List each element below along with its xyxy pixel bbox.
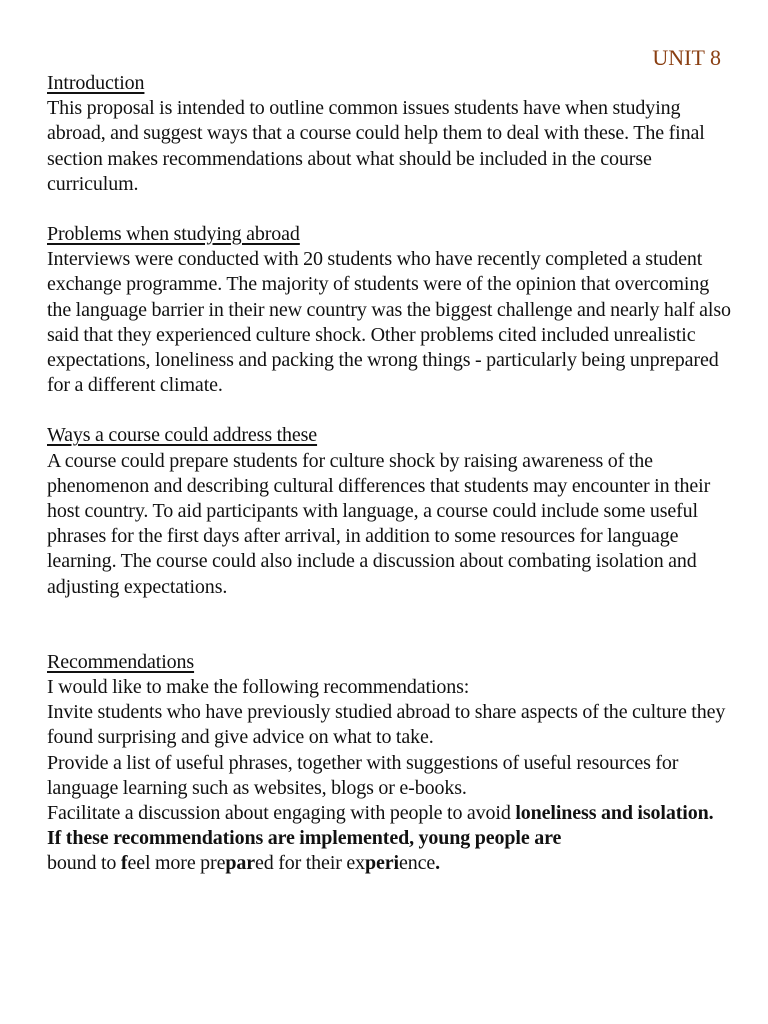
conclusion-part: ence	[398, 852, 436, 875]
introduction-heading: Introduction	[47, 72, 145, 94]
problems-heading: Problems when studying abroad	[47, 223, 300, 246]
recommendations-intro: I would like to make the following recommendations:	[47, 676, 470, 699]
conclusion-part: ed for their ex	[254, 852, 366, 875]
recommendation-item-3	[47, 801, 733, 826]
conclusion-part-bold: .	[435, 852, 441, 875]
section-spacer	[47, 398, 733, 423]
conclusion-part: eel more pre	[127, 852, 226, 875]
introduction-paragraph: This proposal is intended to outline common issues students have when studying abroad, and suggest ways that a course could help them to deal with these. The final section makes recommendations about what should be included in the course curriculum.	[47, 97, 705, 195]
recommendations-heading: Recommendations	[47, 650, 195, 673]
document-body	[47, 71, 733, 877]
unit-label: UNIT 8	[652, 45, 721, 70]
ways-section	[47, 423, 733, 599]
conclusion-bold-line: If these recommendations are implemented, young people are	[47, 827, 562, 850]
conclusion-part-bold: f	[120, 852, 128, 875]
conclusion-part-bold: par	[225, 852, 255, 875]
recommendation-item-2: Provide a list of useful phrases, together with suggestions of useful resources for language learning such as websites, blogs or e-books.	[47, 751, 679, 799]
recommendation-item-1: Invite students who have previously studied abroad to share aspects of the culture they found surprising and give advice on what to take.	[47, 701, 726, 749]
ways-heading: Ways a course could address these	[47, 424, 318, 447]
conclusion-end-line	[47, 851, 733, 876]
section-spacer	[47, 197, 733, 222]
section-spacer	[47, 600, 733, 650]
introduction-section	[47, 71, 733, 197]
recommendation-item-3-bold: loneliness and isolation.	[515, 802, 714, 825]
ways-paragraph: A course could prepare students for culture shock by raising awareness of the phenomenon and describing cultural differences that students may encounter in their host country. To aid participants with language, a course could include some useful phrases for the first days after arrival, in addition to some resources for language learning. The course could also include a discussion about combating isolation and adjusting expectations.	[47, 449, 711, 598]
recommendation-item-3-text: Facilitate a discussion about engaging with people to avoid	[47, 802, 516, 825]
conclusion-part-bold: peri	[365, 852, 399, 875]
conclusion-part: bound to	[47, 852, 121, 875]
recommendations-section	[47, 650, 733, 877]
problems-paragraph: Interviews were conducted with 20 students who have recently completed a student exchange programme. The majority of students were of the opinion that overcoming the language barrier in their new country was the biggest challenge and nearly half also said that they experienced culture shock. Other problems cited included unrealistic expectations, loneliness and packing the wrong things - particularly being unprepared for a different climate.	[47, 248, 731, 397]
problems-section	[47, 222, 733, 398]
